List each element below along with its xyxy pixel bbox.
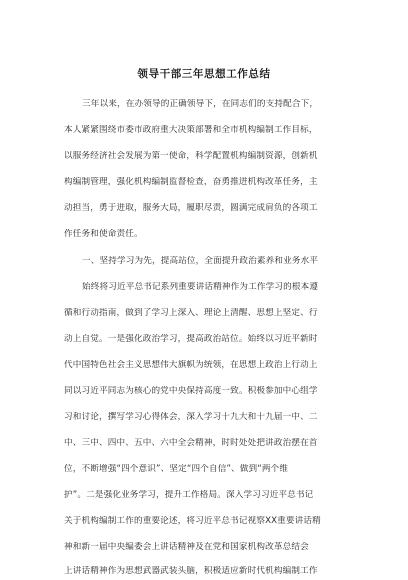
body-line: 动上自觉。一是强化政治学习，提高政治站位。始终以习近平新时 xyxy=(64,334,318,344)
body-line: 关于机构编制工作的重要论述，将习近平总书记视察XX重要讲话精 xyxy=(64,516,321,526)
body-line: 神和新一届中央编委会上讲话精神及在党和国家机构改革总结会 xyxy=(64,542,309,552)
body-line: 代中国特色社会主义思想伟大旗帜为统领，在思想上政治上行动上 xyxy=(64,360,318,370)
body-line: 同以习近平同志为核心的党中央保持高度一致。积极参加中心组学 xyxy=(64,386,318,396)
section-heading: 一、坚持学习为先，提高站位，全面提升政治素养和业务水平 xyxy=(82,256,319,266)
body-line: 三年以来，在办领导的正确领导下，在同志们的支持配合下， xyxy=(82,99,319,109)
body-line: 作任务和使命责任。 xyxy=(64,229,143,239)
body-line: 护”。二是强化业务学习，提升工作格局。深入学习习近平总书记 xyxy=(64,490,314,500)
body-line: 中、三中、四中、五中、六中全会精神，时时处处把讲政治摆在首 xyxy=(64,438,318,448)
body-line: 构编制管理，强化机构编制监督检查，奋勇推进机构改革任务，主 xyxy=(64,177,318,187)
body-line: 习和讨论，撰写学习心得体会，深入学习十九大和十九届一中、二 xyxy=(64,412,318,422)
body-line: 位，不断增强“四个意识”、坚定“四个自信”、做到“两个维 xyxy=(64,464,289,474)
body-line: 上讲话精神作为思想武器武装头脑，积极适应新时代机构编制工作 xyxy=(64,566,318,576)
document-title: 领导干部三年思想工作总结 xyxy=(137,68,271,80)
body-line: 以服务经济社会发展为第一使命，科学配置机构编制资源，创新机 xyxy=(64,151,318,161)
body-line: 始终将习近平总书记系列重要讲话精神作为工作学习的根本遵 xyxy=(82,282,319,292)
body-line: 本人紧紧围绕市委市政府重大决策部署和全市机构编制工作目标， xyxy=(64,125,318,135)
body-line: 循和行动指南，做到了学习上深入、理论上清醒、思想上坚定、行 xyxy=(64,308,318,318)
body-line: 动担当，勇于进取，服务大局，履职尽责，圆满完成肩负的各项工 xyxy=(64,203,318,213)
